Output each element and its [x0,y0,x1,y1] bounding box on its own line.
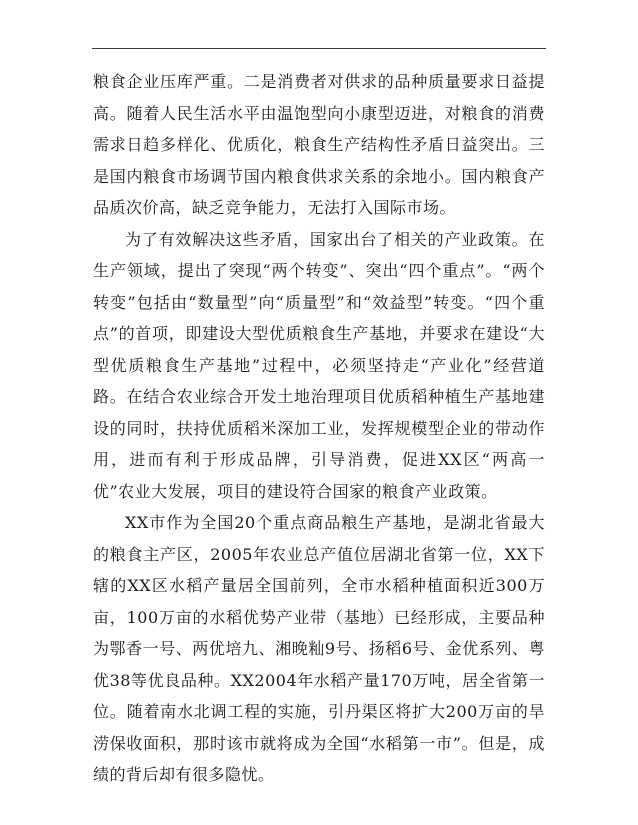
body-text [93,66,545,791]
header-rule [92,48,546,49]
paragraph-1: 粮食企业压库严重。二是消费者对供求的品种质量要求日益提高。随着人民生活水平由温饱型向小康型迈进，对粮食的消费需求日趋多样化、优质化，粮食生产结构性矛盾日益突出。三是国内粮食市场调节国内粮食供求关系的余地小。国内粮食产品质次价高，缺乏竞争能力，无法打入国际市场。 [93,72,545,217]
paragraph-2: 为了有效解决这些矛盾，国家出台了相关的产业政策。在生产领域，提出了突现“两个转变”、突出“四个重点”。“两个转变”包括由“数量型”向“质量型”和“效益型”转变。“四个重点”的首项，即建设大型优质粮食生产基地，并要求在建设“大型优质粮食生产基地”过程中，必须坚持走“产业化”经营道路。在结合农业综合开发土地治理项目优质稻种植生产基地建设的同时，扶持优质稻米深加工业，发挥规模型企业的带动作用，进而有利于形成品牌，引导消费，促进XX区“两高一优”农业大发展，项目的建设符合国家的粮食产业政策。 [93,229,545,501]
paragraph-3: XX市作为全国20个重点商品粮生产基地，是湖北省最大的粮食主产区，2005年农业总产值位居湖北省第一位，XX下辖的XX区水稻产量居全国前列，全市水稻种植面积近300万亩，100万亩的水稻优势产业带（基地）已经形成，主要品种为鄂香一号、两优培九、湘晚籼9号、扬稻6号、金优系列、粤优38等优良品种。XX2004年水稻产量170万吨，居全省第一位。随着南水北调工程的实施，引丹渠区将扩大200万亩的旱涝保收面积，那时该市就将成为全国“水稻第一市”。但是，成绩的背后却有很多隐忧。 [93,513,545,784]
